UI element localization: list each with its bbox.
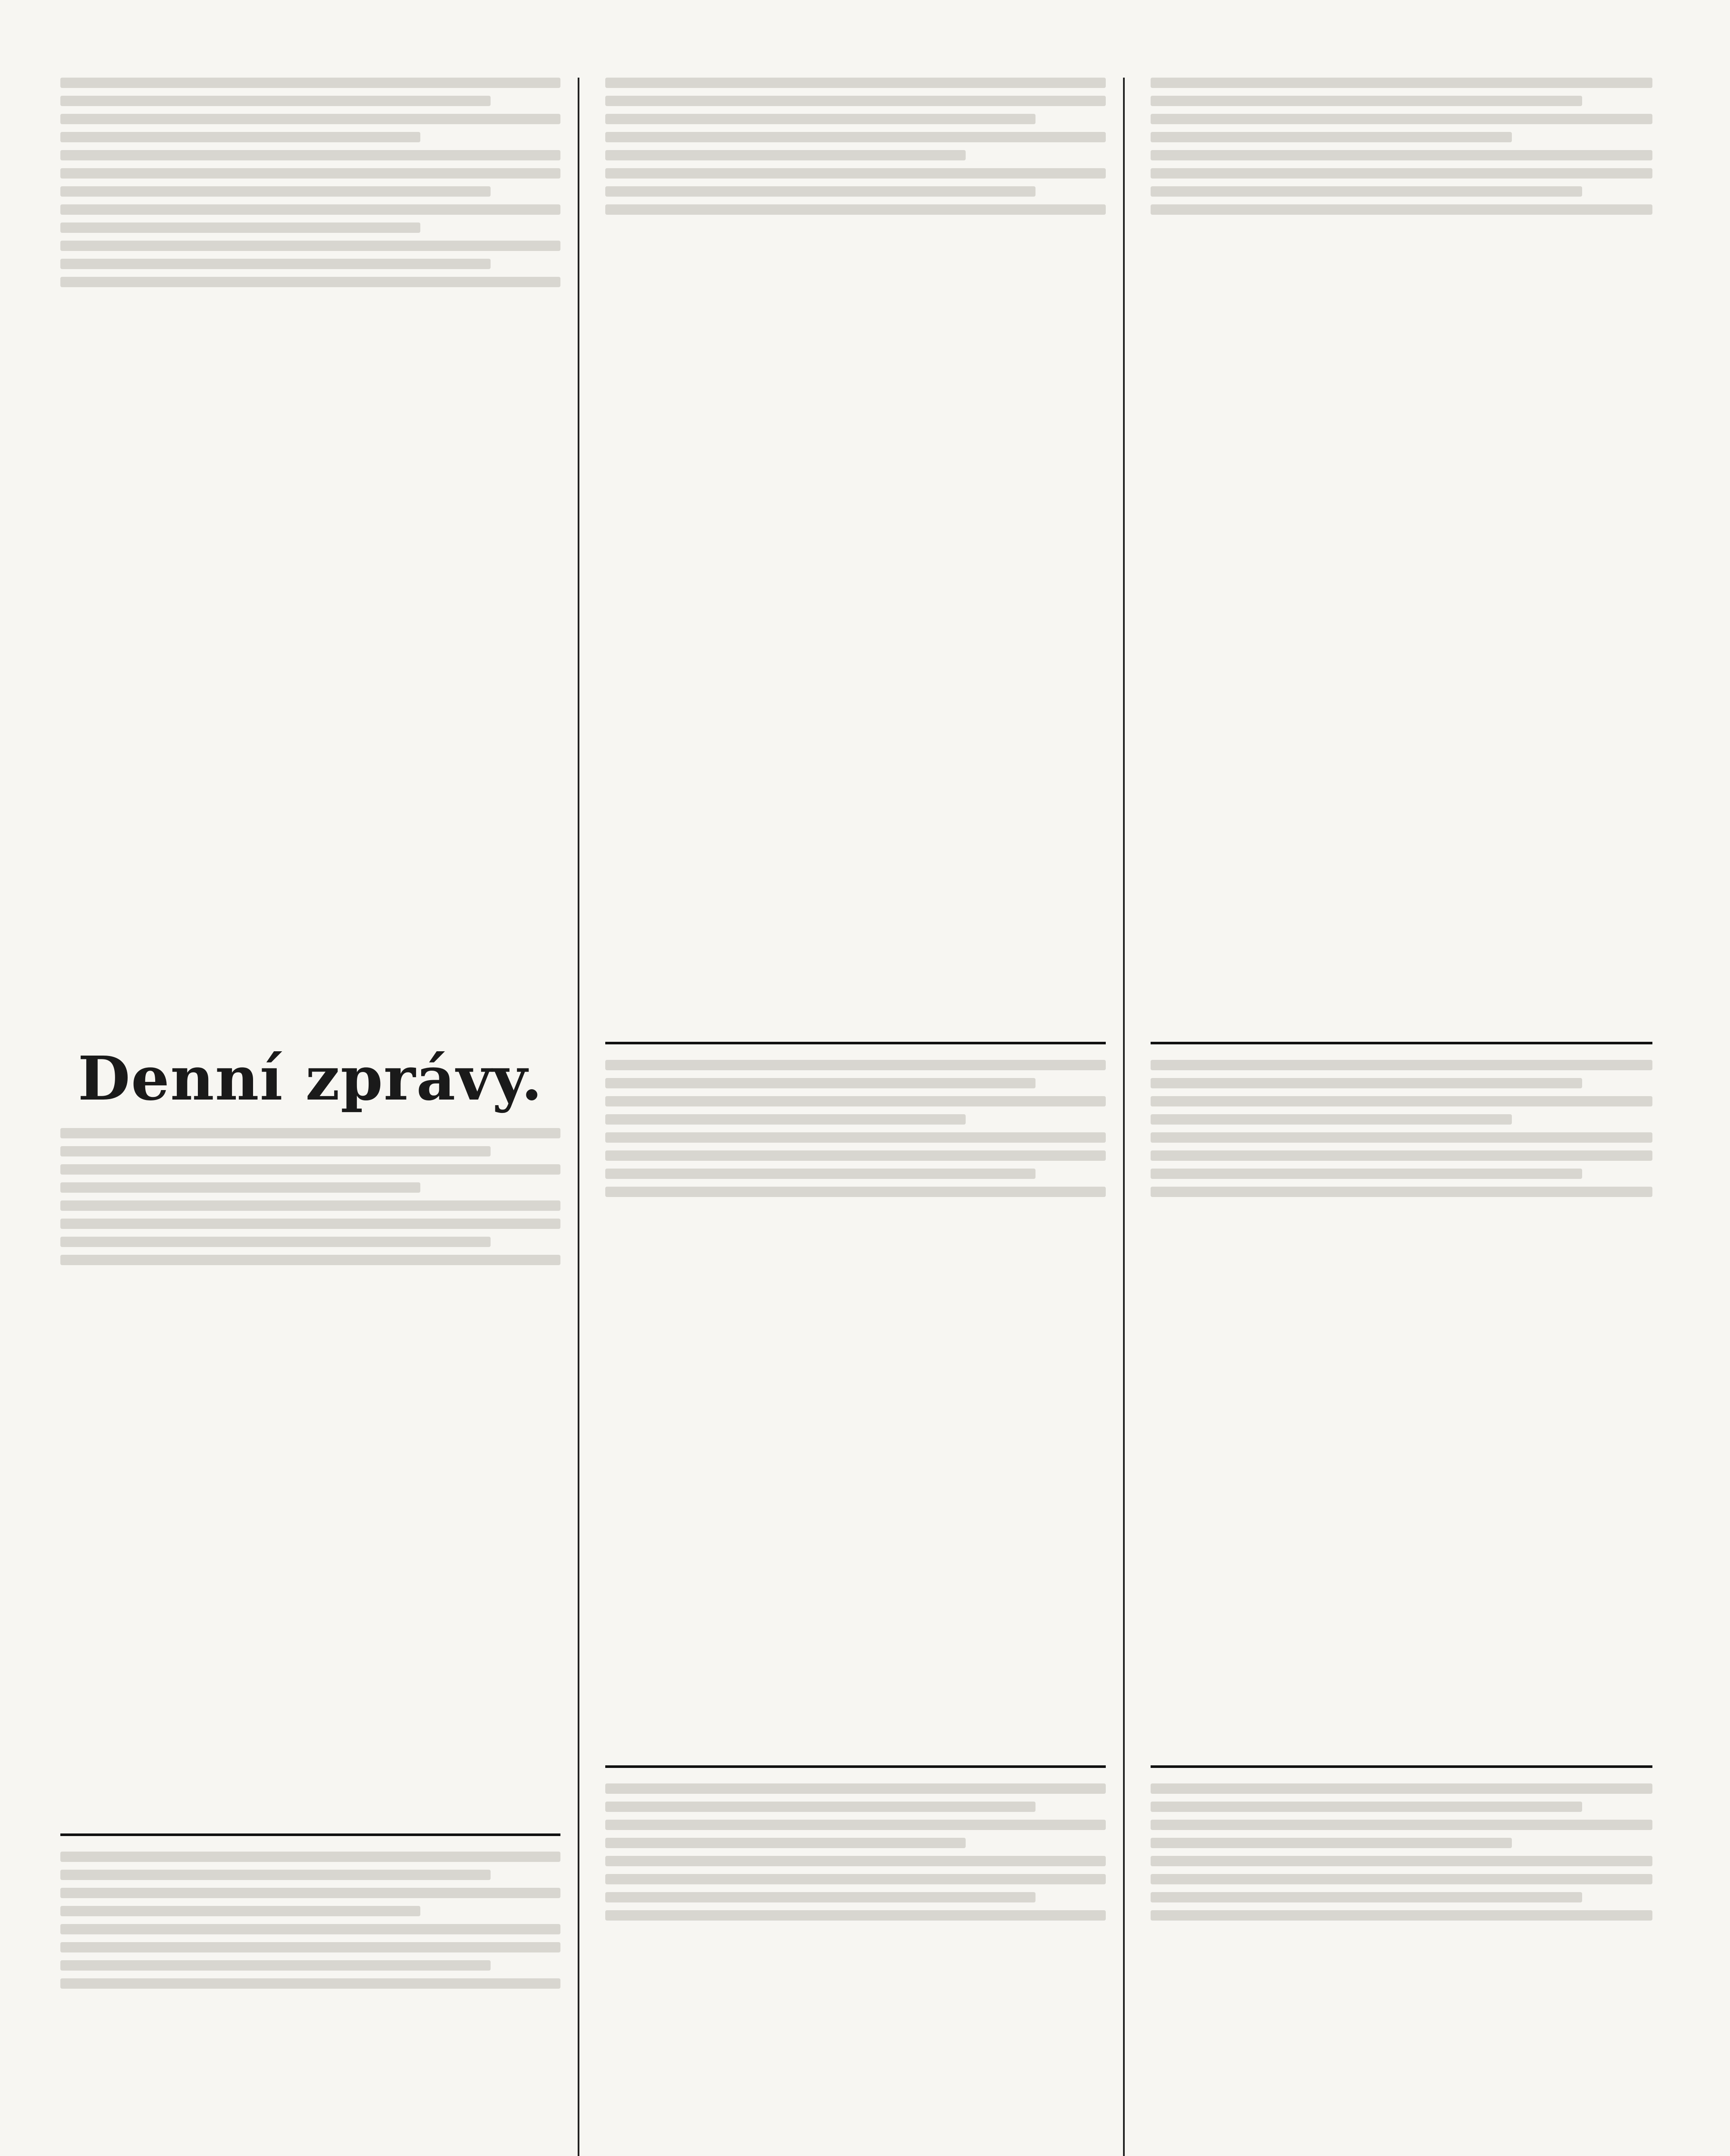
column-1 bbox=[60, 78, 579, 2156]
text-block bbox=[605, 1783, 1105, 2156]
text-block bbox=[605, 78, 1105, 1026]
column-2 bbox=[605, 78, 1124, 2156]
text-block bbox=[1151, 1060, 1652, 1750]
text-block bbox=[605, 1060, 1105, 1750]
text-block bbox=[1151, 1783, 1652, 2156]
divider bbox=[1151, 1042, 1652, 1044]
column-3 bbox=[1151, 78, 1670, 2156]
text-block bbox=[60, 78, 560, 1026]
section-title: Denní zprávy. bbox=[78, 1044, 543, 1114]
text-block bbox=[60, 1128, 560, 1818]
divider bbox=[60, 1833, 560, 1836]
divider bbox=[1151, 1765, 1652, 1768]
divider bbox=[605, 1765, 1105, 1768]
text-block bbox=[1151, 78, 1652, 1026]
article-columns bbox=[60, 78, 1670, 2156]
text-block bbox=[60, 1852, 560, 2156]
divider bbox=[605, 1042, 1105, 1044]
